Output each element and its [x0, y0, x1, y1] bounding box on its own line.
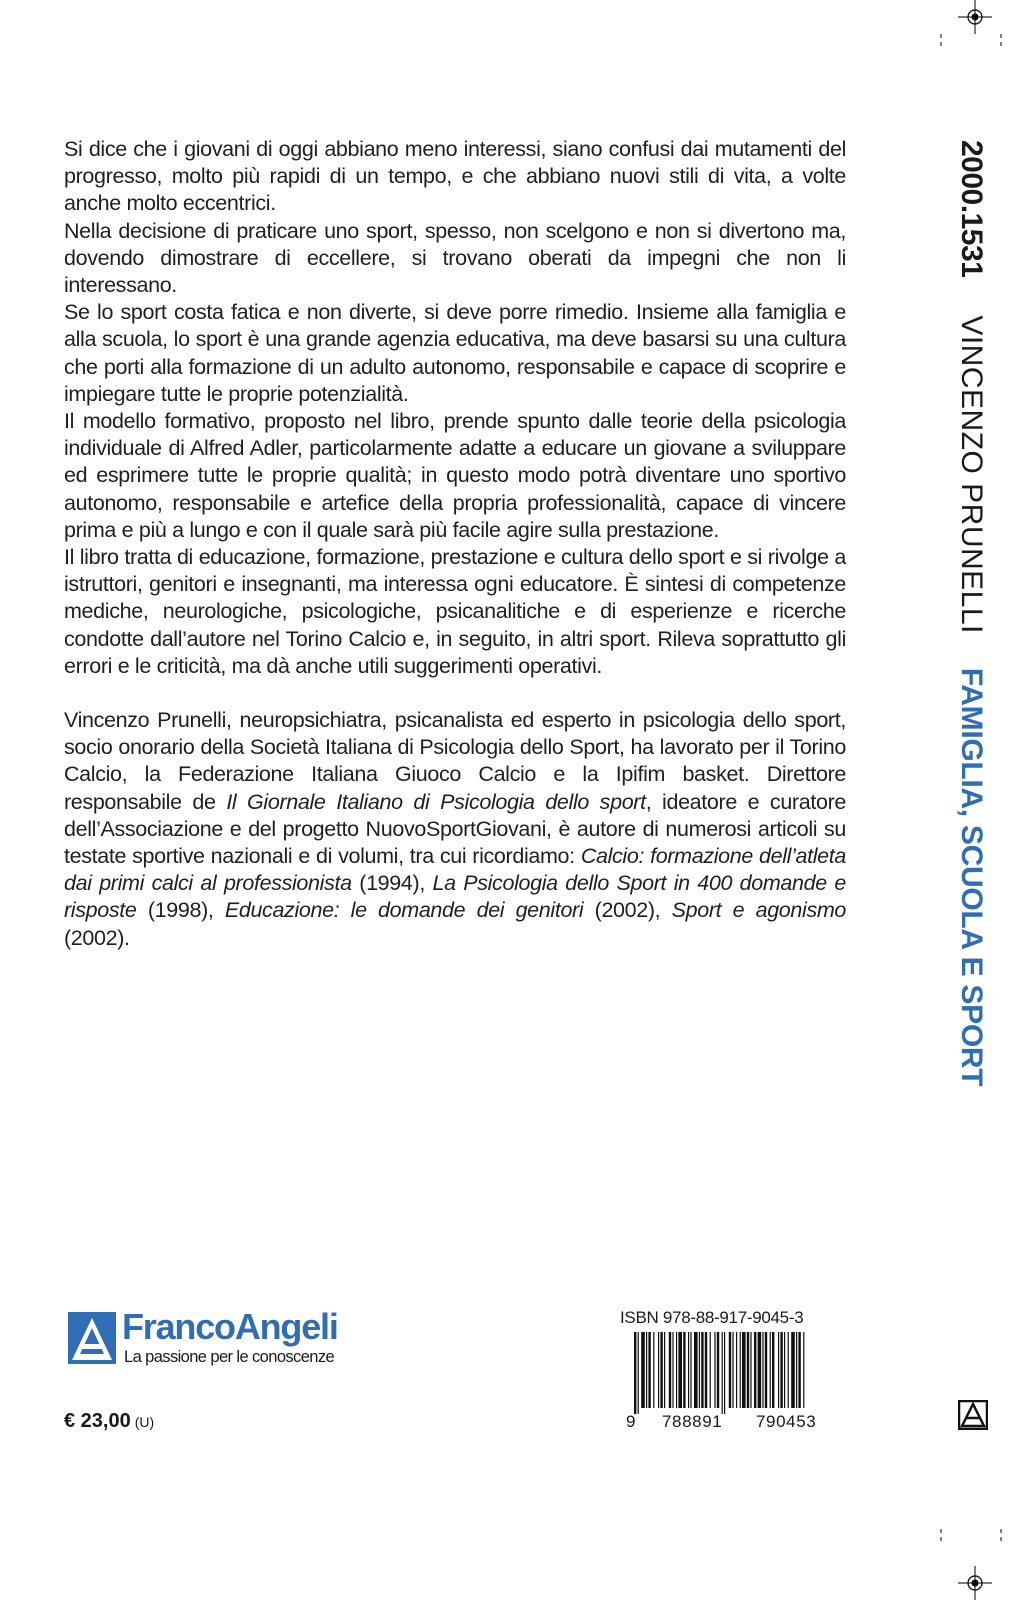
barcode-bar: [754, 1332, 756, 1408]
barcode-bar: [750, 1332, 751, 1408]
author-bio-name: Vincenzo Prunelli: [64, 708, 227, 733]
blurb-paragraph-4: Il modello formativo, proposto nel libro, prende spunto dalle teorie della psicologia individuale di Alfred Adler, particolarmente adatte a educare un giovane a sviluppare ed esprimere tutte le proprie qualità; in questo modo potrà diventare uno sportivo autonomo, responsabile e artefice della propria professionalità, capace di vincere prima e più a lungo e con il quale sarà più facile agire sulla prestazione.: [64, 409, 846, 542]
franco-angeli-logo-icon: [66, 1308, 118, 1366]
barcode-bar: [699, 1332, 700, 1408]
book-spine: [955, 140, 987, 1086]
blurb-paragraph-2: Nella decisione di praticare uno sport, spesso, non scelgono e non si divertono ma, dovendo dimostrare di eccellere, si trovano oberati da impegni che non li interessano.: [64, 218, 846, 298]
barcode-bar: [772, 1332, 774, 1408]
bio-title-agonismo: Sport e agonismo: [671, 898, 847, 923]
publisher-tagline: La passione per le conoscenze: [124, 1348, 335, 1366]
barcode-bar: [714, 1332, 715, 1408]
bio-text-1: , neuropsichiatra, psicanalista ed esperto in psicologia dello sport, socio onorario della Società Italiana di Psicologia dello Sport, ha lavorato per il Torino Calcio, la Federazione Italiana Giuoco Calcio e la Ipifim basket. Direttore responsabile de: [64, 708, 846, 814]
barcode-bar: [710, 1332, 711, 1408]
barcode-bar: [653, 1332, 654, 1408]
barcode-bar: [676, 1332, 677, 1408]
barcode-bar: [672, 1332, 673, 1408]
spine-author: VINCENZO PRUNELLI: [955, 315, 988, 634]
barcode-bar: [705, 1332, 707, 1408]
barcode-bar: [658, 1332, 659, 1408]
price-amount: € 23,00: [64, 1410, 131, 1432]
bio-text-4: (1998),: [136, 898, 225, 923]
bio-title-giornale: Il Giornale Italiano di Psicologia dello sport: [226, 789, 646, 814]
blurb-paragraph-5: Il libro tratta di educazione, formazione, prestazione e cultura dello sport e si rivolge a istruttori, genitori e insegnanti, ma interessa ogni educatore. È sintesi di competenze mediche, neurologiche, psicologiche, psicanalitiche e di esperienze e ricerche condotte dall’autore nel Torino Calcio e, in seguito, in altri sport. Rileva soprattutto gli errori e le criticità, ma dà anche utili suggerimenti operativi.: [64, 545, 846, 678]
bio-text-6: (2002).: [64, 925, 130, 950]
barcode-digits-right: 790453: [756, 1412, 817, 1431]
barcode-bar: [690, 1332, 691, 1408]
bio-title-calcio: Calcio: formazione dell’atleta dai primi calci al professionista: [64, 844, 846, 896]
author-bio: [64, 707, 846, 952]
isbn-barcode: [618, 1308, 848, 1438]
barcode-bar: [722, 1332, 723, 1414]
barcode-bar: [770, 1332, 771, 1408]
barcode-bar: [646, 1332, 647, 1408]
barcode-bar: [638, 1332, 639, 1414]
barcode-bar: [717, 1332, 719, 1408]
barcode-bar: [729, 1332, 731, 1408]
spine-series-code: 2000.1531: [955, 140, 988, 278]
crop-mark-bottom-ticks: [935, 1525, 1015, 1545]
barcode-bar: [791, 1332, 795, 1408]
bio-title-psicologia: La Psicologia dello Sport in 400 domande e risposte: [64, 871, 847, 923]
barcode-digits-left: 788891: [662, 1412, 723, 1431]
bio-text-3: (1994),: [351, 871, 433, 896]
barcode-bar: [678, 1332, 682, 1408]
bio-text-2: , ideatore e curatore dell’Associazione e del progetto NuovoSportGiovani, è autore di numerosi articoli su testate sportive nazionali e di volumi, tra cui ricordiamo:: [64, 789, 846, 869]
spine-publisher-logo-icon: [958, 1400, 988, 1430]
barcode-bar: [669, 1332, 671, 1408]
isbn-number: ISBN 978-88-917-9045-3: [620, 1308, 804, 1327]
barcode-bar: [747, 1332, 749, 1408]
barcode-bar: [765, 1332, 767, 1408]
barcode-bar: [758, 1332, 762, 1408]
barcode-bar: [780, 1332, 782, 1408]
barcode-bar: [683, 1332, 685, 1408]
barcode-bar: [788, 1332, 789, 1408]
barcode-bar: [701, 1332, 703, 1408]
barcode-digit-first: 9: [626, 1412, 637, 1431]
barcode-bar: [736, 1332, 737, 1408]
back-cover-blurb: [64, 136, 846, 952]
barcode-bar: [724, 1332, 725, 1414]
blurb-paragraph-1: Si dice che i giovani di oggi abbiano meno interessi, siano confusi dai mutamenti del progresso, molto più rapidi di un tempo, e che abbiano nuovi stili di vita, a volte anche molto eccentrici.: [64, 137, 846, 216]
crop-mark-bottom: [950, 1550, 1000, 1600]
publisher-logo: [66, 1308, 336, 1370]
crop-mark-top-ticks: [935, 30, 1015, 50]
barcode-bar: [732, 1332, 733, 1408]
barcode-bar: [798, 1332, 800, 1408]
bio-text-5: (2002),: [583, 898, 672, 923]
barcode-bar: [660, 1332, 662, 1408]
barcode-bar: [648, 1332, 650, 1408]
barcode-bar: [664, 1332, 665, 1408]
price-note: (U): [134, 1414, 155, 1430]
barcode-bar: [742, 1332, 746, 1408]
spine-title: FAMIGLIA, SCUOLA E SPORT: [955, 667, 988, 1087]
barcode-bar: [641, 1332, 645, 1408]
bio-title-educazione: Educazione: le domande dei genitori: [224, 898, 584, 923]
price: [64, 1410, 154, 1433]
barcode-bar: [762, 1332, 763, 1408]
barcode-bar: [796, 1332, 797, 1408]
blurb-paragraph-3: Se lo sport costa fatica e non diverte, si deve porre rimedio. Insieme alla famiglia e alla scuola, lo sport è una grande agenzia educativa, ma deve basarsi su una cultura che porti alla formazione di un adulto autonomo, responsabile e capace di scoprire e impiegare tutte le proprie potenzialità.: [64, 300, 846, 406]
barcode-bar: [634, 1332, 636, 1414]
publisher-brand: FrancoAngeli: [122, 1306, 338, 1347]
barcode-bar: [694, 1332, 698, 1408]
barcode-bar: [784, 1332, 785, 1408]
barcode-bar: [803, 1332, 804, 1408]
barcode-bar: [740, 1332, 741, 1408]
barcode-bar: [778, 1332, 779, 1408]
barcode-bars: [618, 1332, 848, 1414]
barcode-bar: [688, 1332, 689, 1408]
